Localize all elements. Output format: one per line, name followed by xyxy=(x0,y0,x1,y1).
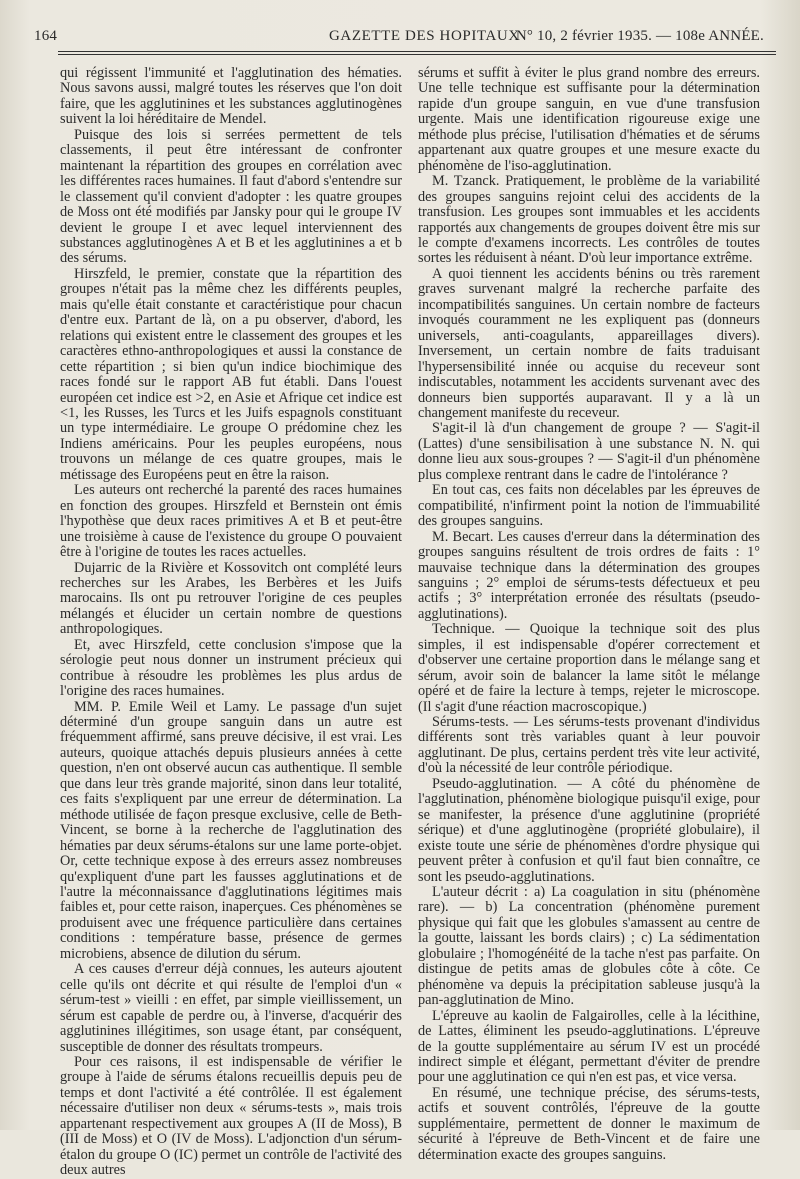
paragraph: En tout cas, ces faits non décelables par les épreuves de compatibilité, n'infirment point la notion de l'immuabilité des groupes sanguins. xyxy=(418,482,760,530)
paragraph: Et, avec Hirszfeld, cette conclusion s'impose que la sérologie peut nous donner un instrument précieux qui contribue à résoudre les problèmes les plus ardus de l'origine des races humaines. xyxy=(60,636,402,700)
left-column xyxy=(60,66,402,1179)
paragraph: MM. P. Emile Weil et Lamy. Le passage d'un sujet déterminé d'un groupe sanguin dans un autre est fréquemment affirmé, sans preuve décisive, il est vrai. Les auteurs, quoique attachés depuis plusieurs années à cette question, n'en ont observé aucun cas authentique. Il semble que dans leur très grande majorité, sinon dans leur totalité, ces faits s'expliquent par une erreur de détermination. La méthode utilisée de façon presque exclusive, celle de Beth-Vincent, se borne à la recherche de l'agglutination des hématies par deux sérums-étalons sur une lame porte-objet. Or, cette technique expose à des erreurs assez nombreuses qu'expliquent d'une part les fausses agglutinations et de l'autre la méconnaissance d'agglutinations légitimes mais faibles et, pour cette raison, inaperçues. Ces phénomènes se produisent avec une fréquence particulière dans certaines conditions : température basse, présence de germes microbiens, absence de dilution du sérum. xyxy=(60,698,402,962)
page-header xyxy=(34,28,774,50)
paragraph: Les auteurs ont recherché la parenté des races humaines en fonction des groupes. Hirszfeld et Bernstein ont émis l'hypothèse que deux races primitives A et B et peut-être une troisième à cause de l'existence du groupe O pouvaient être à l'origine de toutes les races actuelles. xyxy=(60,482,402,561)
right-column xyxy=(418,66,760,1163)
paragraph: Pour ces raisons, il est indispensable de vérifier le groupe à l'aide de sérums étalons recueillis depuis peu de temps et dont l'activité a été contrôlée. Il est également nécessaire d'utiliser non deux « sérums-tests », mais trois appartenant respectivement aux groupes A (II de Moss), B (III de Moss) et O (IV de Moss). L'adjonction d'un sérum-étalon du groupe O (IC) permet un contrôle de l'activité des deux autres xyxy=(60,1054,402,1179)
paragraph: Technique. — Quoique la technique soit des plus simples, il est indispensable d'opérer correctement et d'observer une certaine proportion dans le mélange sang et sérum, avoir soin de balancer la lame sitôt le mélange opéré et de faire la lecture à temps, rejeter le microscope. (Il s'agit d'une réaction macroscopique.) xyxy=(418,621,760,715)
paragraph: L'auteur décrit : a) La coagulation in situ (phénomène rare). — b) La concentration (phénomène purement physique qui fait que les globules s'amassent au centre de la goutte, laissant les bords clairs) ; c) La sédimentation globulaire ; l'homogénéité de la tache n'est pas parfaite. On distingue de petits amas de globules côte à côte. Ce phénomène va depuis la précipitation sableuse jusqu'à la pan-agglutination de Mino. xyxy=(418,884,760,1009)
paragraph: M. Tzanck. Pratiquement, le problème de la variabilité des groupes sanguins rejoint celui des accidents de la transfusion. Les groupes sont immuables et les accidents rapportés aux changements de groupes doivent être mis sur le compte d'examens incorrects. Les contrôles de toutes sortes les réduisent à néant. D'où leur importance extrême. xyxy=(418,173,760,267)
paragraph: Pseudo-agglutination. — A côté du phénomène de l'agglutination, phénomène biologique puisqu'il exige, pour se manifester, la présence d'une agglutinine (propriété sérique) et d'une agglutinogène (propriété globulaire), il existe toute une série de phénomènes d'ordre physique qui peuvent prêter à confusion et qu'il faut bien connaître, ce sont les pseudo-agglutinations. xyxy=(418,775,760,885)
header-rule xyxy=(58,54,776,55)
paragraph: M. Becart. Les causes d'erreur dans la détermination des groupes sanguins résultent de trois ordres de faits : 1° mauvaise technique dans la détermination des groupes sanguins ; 2° emploi de sérums-tests défectueux et peu actifs ; 3° interprétation erronée des résultats (pseudo-agglutinations). xyxy=(418,528,760,622)
paragraph: A ces causes d'erreur déjà connues, les auteurs ajoutent celle qu'ils ont décrite et qui résulte de l'emploi d'un « sérum-test » vieilli : en effet, par simple vieillissement, un sérum est capable de perdre ou, à l'inverse, d'acquérir des agglutinines illégitimes, son usage étant, par conséquent, susceptible de donner des résultats trompeurs. xyxy=(60,961,402,1055)
journal-title: GAZETTE DES HOPITAUX xyxy=(329,28,520,44)
header-rule xyxy=(58,51,776,52)
paragraph: Dujarric de la Rivière et Kossovitch ont complété leurs recherches sur les Arabes, les Berbères et les Juifs marocains. Ils ont pu retrouver l'origine de ces peuples mélangés et élucider un certain nombre de questions anthropologiques. xyxy=(60,559,402,638)
paragraph: S'agit-il là d'un changement de groupe ? — S'agit-il (Lattes) d'une sensibilisation à une substance N. N. qui donne lieu aux sous-groupes ? — S'agit-il d'un phénomène plus complexe rentrant dans le cadre de l'intolérance ? xyxy=(418,420,760,483)
paragraph: Puisque des lois si serrées permettent de tels classements, il peut être intéressant de confronter maintenant la répartition des groupes en corrélation avec les différentes races humaines. Il faut d'abord s'entendre sur le classement qu'il convient d'adopter : les quatre groupes de Moss ont été modifiés par Jansky pour qui le groupe IV devient le groupe I et avec lequel interviennent des substances agglutinogènes A et B et les agglutinines a et b des sérums. xyxy=(60,126,402,267)
issue-info: N° 10, 2 février 1935. — 108e ANNÉE. xyxy=(515,28,764,44)
paragraph: L'épreuve au kaolin de Falgairolles, celle à la lécithine, de Lattes, éliminent les pseudo-agglutinations. L'épreuve de la goutte supplémentaire au sérum IV est un procédé indirect simple et élégant, permettant d'éviter de prendre pour une agglutination ce qui n'en est pas, et vice versa. xyxy=(418,1007,760,1086)
paragraph: Hirszfeld, le premier, constate que la répartition des groupes n'était pas la même chez les différents peuples, mais qu'elle était constante et caractéristique pour chacun d'entre eux. Partant de là, on a pu observer, d'abord, les relations qui existent entre le classement des groupes et les caractères ethno-anthropologiques et aussi la constance de cette répartition ; si bien qu'un indice biochimique des races fondé sur le rapport AB fut établi. Dans l'ouest européen cet indice est >2, en Asie et Afrique cet indice est <1, les Russes, les Turcs et les Juifs espagnols constituant un type intermédiaire. Le groupe O prédomine chez les Indiens américains. Pour les peuples européens, nous trouvons un mélange de ces quatre groupes, mais le métissage des Européens peut en être la raison. xyxy=(60,265,402,483)
page-number: 164 xyxy=(34,28,58,44)
paragraph: sérums et suffit à éviter le plus grand nombre des erreurs. Une telle technique est suffisante pour la détermination rapide d'un groupe sanguin, en vue d'une transfusion urgente. Mais une identification rigoureuse exige une méthode plus précise, l'utilisation d'hématies et de sérums appartenant aux quatre groupes et une mesure exacte du phénomène de l'iso-agglutination. xyxy=(418,65,760,174)
paragraph: qui régissent l'immunité et l'agglutination des hématies. Nous savons aussi, malgré toutes les réserves que l'on doit faire, que les agglutinines et les substances agglutinogènes suivent la loi héréditaire de Mendel. xyxy=(60,65,402,128)
paragraph: A quoi tiennent les accidents bénins ou très rarement graves survenant malgré la recherche parfaite des incompatibilités sanguines. Un certain nombre de facteurs invoqués couramment ne les expliquent pas (donneurs universels, anti-coagulants, appareillages divers). Inversement, un certain nombre de faits traduisant l'hypersensibilité innée ou acquise du receveur sont indiscutables, notamment les accidents survenant avec des donneurs bien supportés auparavant. Il y a là un changement manifeste du receveur. xyxy=(418,265,760,421)
paragraph: En résumé, une technique précise, des sérums-tests, actifs et souvent contrôlés, l'épreuve de la goutte supplémentaire, permettent de donner le maximum de sécurité à l'épreuve de Beth-Vincent et de faire une détermination exacte des groupes sanguins. xyxy=(418,1084,760,1163)
paragraph: Sérums-tests. — Les sérums-tests provenant d'individus différents sont très variables quant à leur pouvoir agglutinant. De plus, certains perdent très vite leur activité, d'où la nécessité de leur contrôle périodique. xyxy=(418,714,760,777)
